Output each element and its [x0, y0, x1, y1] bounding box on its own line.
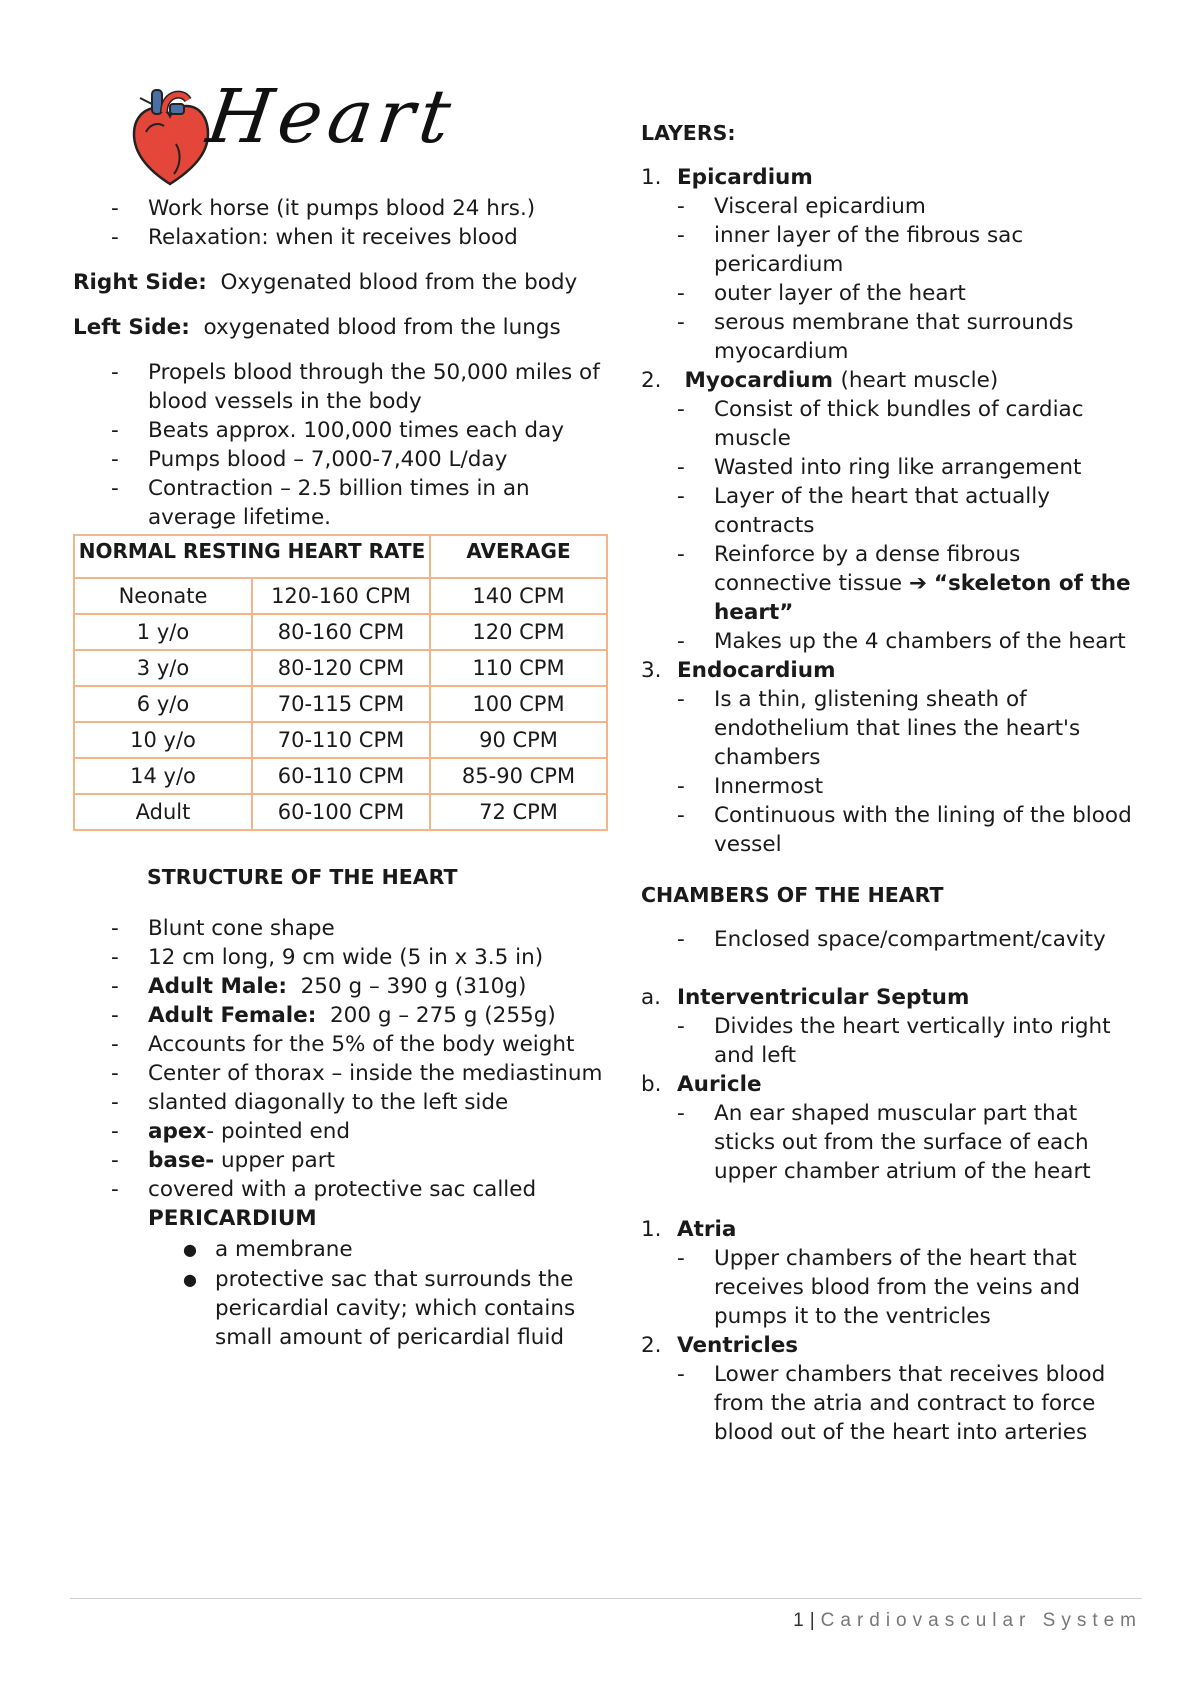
list-item: - Innermost — [677, 774, 824, 799]
table-cell: 6 y/o — [74, 686, 252, 722]
table-cell: 70-115 CPM — [252, 686, 430, 722]
list-item: - Relaxation: when it receives blood — [111, 225, 518, 250]
list-item: - Divides the heart vertically into right and left — [677, 1014, 1111, 1068]
list-item: - Lower chambers that receives blood from the atria and contract to force blood out of the heart into arteries — [677, 1362, 1106, 1445]
list-item: - Beats approx. 100,000 times each day — [111, 418, 564, 443]
list-item: - Blunt cone shape — [111, 916, 335, 941]
list-item: - inner layer of the fibrous sac pericardium — [677, 223, 1024, 277]
list-item: - Visceral epicardium — [677, 194, 926, 219]
list-item: - Layer of the heart that actually contracts — [677, 484, 1050, 538]
table-cell: 60-100 CPM — [252, 794, 430, 830]
layers-heading: LAYERS: — [641, 121, 736, 145]
layer-endocardium: 3. Endocardium - Is a thin, glistening sheath of endothelium that lines the heart's chambers - Innermost - Continuous with the lining of the blood vessel — [641, 656, 1141, 859]
table-cell: 60-110 CPM — [252, 758, 430, 794]
table-cell: 140 CPM — [430, 578, 607, 614]
table-row — [74, 578, 607, 614]
layer-epicardium: 1. Epicardium - Visceral epicardium - inner layer of the fibrous sac pericardium - outer layer of the heart - serous membrane that surrounds myocardium — [641, 163, 1141, 366]
table-cell: 1 y/o — [74, 614, 252, 650]
table-header: NORMAL RESTING HEART RATE — [74, 535, 430, 578]
list-item: - Wasted into ring like arrangement — [677, 455, 1082, 480]
lettered-list: a. Interventricular Septum - Divides the heart vertically into right and left b. Auricle - An ear shaped muscular part that sticks out from the surface of each upper chamber atrium of the heart — [641, 983, 1141, 1186]
bullet-item: ● a membrane — [183, 1237, 353, 1262]
table-cell: 10 y/o — [74, 722, 252, 758]
layer-title: Endocardium — [677, 658, 836, 683]
chamber-title: Ventricles — [677, 1333, 799, 1358]
table-cell: 120 CPM — [430, 614, 607, 650]
table-row — [74, 758, 607, 794]
table-cell: Adult — [74, 794, 252, 830]
list-item: - Reinforce by a dense fibrous connective tissue ➔ “skeleton of the heart” — [677, 542, 1131, 625]
list-item: - Contraction – 2.5 billion times in an average lifetime. — [111, 476, 530, 530]
table-cell: 72 CPM — [430, 794, 607, 830]
layer-title: Epicardium — [677, 165, 813, 190]
document-title: Cardiovascular System — [820, 1610, 1142, 1631]
table-cell: Neonate — [74, 578, 252, 614]
bullet-item: ● protective sac that surrounds the pericardial cavity; which contains small amount of pericardial fluid — [183, 1267, 576, 1350]
layer-title: Myocardium — [684, 368, 834, 393]
table-cell: 100 CPM — [430, 686, 607, 722]
list-item: - slanted diagonally to the left side — [111, 1090, 509, 1115]
table-row — [74, 650, 607, 686]
list-item: - outer layer of the heart — [677, 281, 966, 306]
chambers-heading: CHAMBERS OF THE HEART — [641, 883, 944, 907]
layer-myocardium: 2. Myocardium (heart muscle) - Consist of thick bundles of cardiac muscle - Wasted into ring like arrangement - Layer of the heart that actually contracts - Reinforce by a dense fibrous connective tissue ➔ “skeleton of the heart” - Makes up the 4 chambers of the heart — [641, 366, 1141, 656]
footer-divider — [70, 1598, 1142, 1599]
list-item: - Makes up the 4 chambers of the heart — [677, 629, 1126, 654]
right-column — [641, 119, 1141, 1447]
list-item: - 12 cm long, 9 cm wide (5 in x 3.5 in) — [111, 945, 544, 970]
list-item: - Center of thorax – inside the mediastinum — [111, 1061, 603, 1086]
chamber-title: Interventricular Septum — [677, 985, 970, 1010]
list-item: - Accounts for the 5% of the body weight — [111, 1032, 575, 1057]
table-row — [74, 722, 607, 758]
list-item: - Pumps blood – 7,000-7,400 L/day — [111, 447, 508, 472]
heart-rate-table — [73, 534, 608, 831]
table-cell: 120-160 CPM — [252, 578, 430, 614]
list-item: - Adult Female: 200 g – 275 g (255g) — [111, 1003, 556, 1028]
list-item: - Is a thin, glistening sheath of endothelium that lines the heart's chambers — [677, 687, 1081, 770]
list-item: - Enclosed space/compartment/cavity — [677, 927, 1106, 952]
table-cell: 80-160 CPM — [252, 614, 430, 650]
table-row — [74, 794, 607, 830]
list-item: - Work horse (it pumps blood 24 hrs.) — [111, 196, 536, 221]
page-footer: 1 | Cardiovascular System — [793, 1610, 1142, 1631]
page-number: 1 — [793, 1610, 804, 1631]
right-side-text: Right Side: Oxygenated blood from the body — [73, 270, 578, 295]
table-cell: 110 CPM — [430, 650, 607, 686]
title-block — [130, 74, 530, 198]
table-cell: 3 y/o — [74, 650, 252, 686]
left-side-text: Left Side: oxygenated blood from the lungs — [73, 315, 561, 340]
table-row — [74, 686, 607, 722]
left-column — [73, 194, 608, 1352]
table-cell: 14 y/o — [74, 758, 252, 794]
structure-list — [73, 914, 608, 1352]
numbered-list: 1. Atria - Upper chambers of the heart that receives blood from the veins and pumps it to the ventricles 2. Ventricles - Lower chambers that receives blood from the atria and contract to force blood out of the heart into arteries — [641, 1215, 1141, 1447]
table-cell: 80-120 CPM — [252, 650, 430, 686]
list-item: - Upper chambers of the heart that receives blood from the veins and pumps it to the ventricles — [677, 1246, 1081, 1329]
list-item: - Continuous with the lining of the blood vessel — [677, 803, 1132, 857]
list-item: - covered with a protective sac called PERICARDIUM — [111, 1177, 537, 1231]
list-item: - base- upper part — [111, 1148, 335, 1173]
list-item: - apex- pointed end — [111, 1119, 350, 1144]
chamber-title: Auricle — [677, 1072, 762, 1097]
structure-heading: STRUCTURE OF THE HEART — [147, 865, 458, 889]
table-cell: 90 CPM — [430, 722, 607, 758]
table-header: AVERAGE — [430, 535, 607, 578]
table-cell: 70-110 CPM — [252, 722, 430, 758]
chamber-title: Atria — [677, 1217, 737, 1242]
table-row — [74, 614, 607, 650]
table-cell: 85-90 CPM — [430, 758, 607, 794]
list-item: - Adult Male: 250 g – 390 g (310g) — [111, 974, 527, 999]
arrow-right-icon: ➔ — [908, 571, 927, 596]
list-item: - serous membrane that surrounds myocardium — [677, 310, 1074, 364]
list-item: - Consist of thick bundles of cardiac muscle — [677, 397, 1084, 451]
list-item: - An ear shaped muscular part that sticks out from the surface of each upper chamber atrium of the heart — [677, 1101, 1091, 1184]
list-item: - Propels blood through the 50,000 miles of blood vessels in the body — [111, 360, 600, 414]
heart-illustration-icon — [130, 84, 210, 188]
facts-list — [73, 358, 608, 532]
page-title: Heart — [201, 74, 462, 160]
